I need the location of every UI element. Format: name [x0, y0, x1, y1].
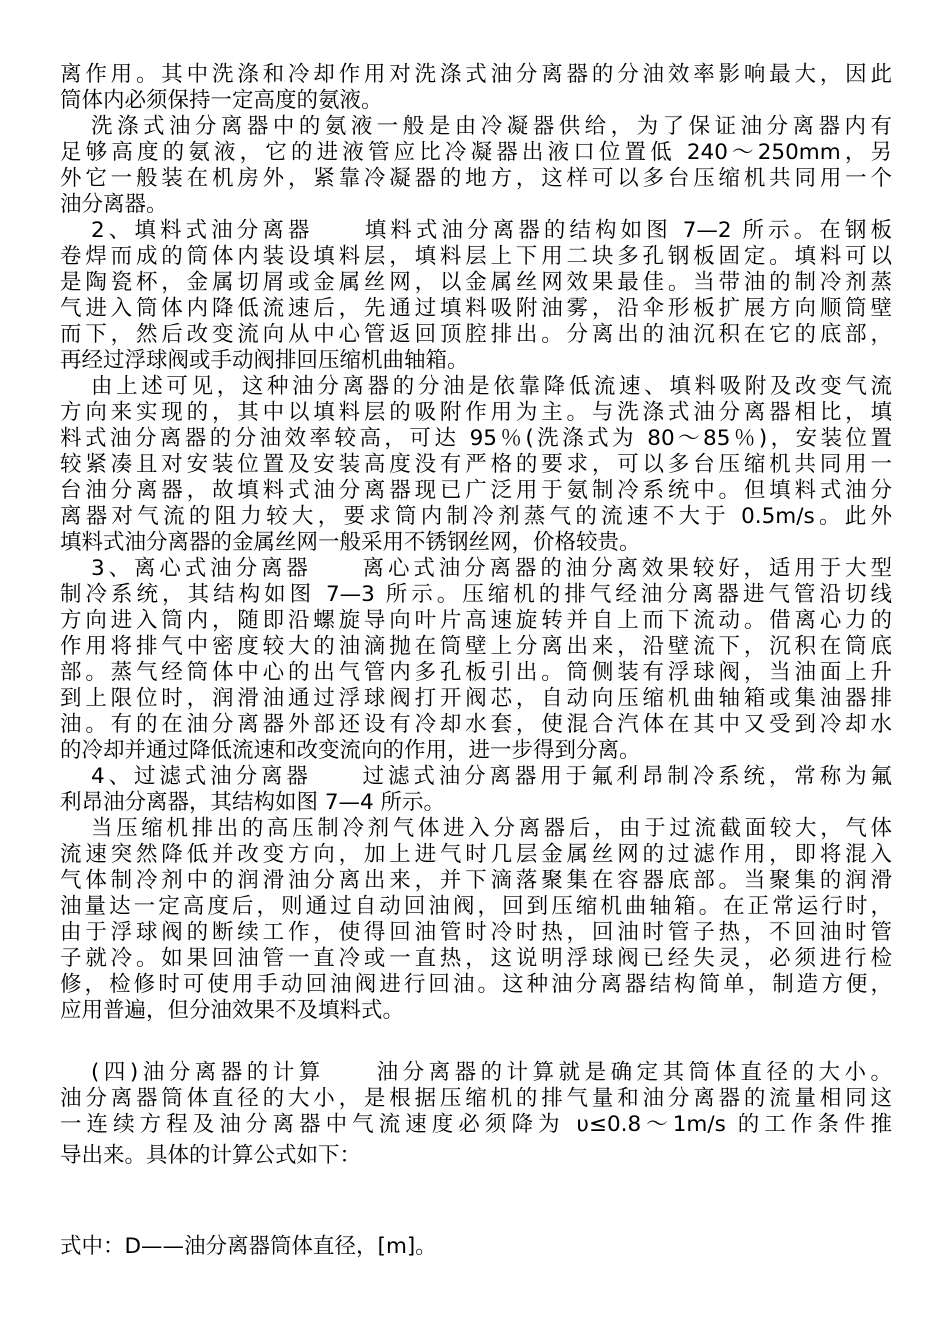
section-heading-line: (四)油分离器的计算 油分离器的计算就是确定其筒体直径的大小。 — [91, 1060, 892, 1085]
section-heading-line: 3、离心式油分离器 离心式油分离器的油分离效果较好，适用于大型 — [91, 556, 892, 581]
text-line: 的冷却并通过降低流速和改变流向的作用，进一步得到分离。 — [60, 738, 641, 763]
text-line: 应用普遍，但分油效果不及填料式。 — [60, 998, 405, 1023]
text-line: 较紧凑且对安装位置及安装高度没有严格的要求，可以多台压缩机共同用一 — [60, 452, 892, 477]
text-line: 台油分离器，故填料式油分离器现已广泛用于氨制冷系统中。但填料式油分 — [60, 478, 892, 503]
text-line: 填料式油分离器的金属丝网一般采用不锈钢丝网，价格较贵。 — [60, 530, 641, 555]
text-line: 料式油分离器的分油效率较高，可达 95％(洗涤式为 80～85％)，安装位置 — [60, 426, 892, 451]
text-line: 作用将排气中密度较大的油滴抛在筒壁上分离出来，沿壁流下，沉积在筒底 — [60, 634, 892, 659]
text-line: 修，检修时可使用手动回油阀进行回油。这种油分离器结构简单，制造方便， — [60, 972, 892, 997]
text-line: 一连续方程及油分离器中气流速度必须降为 υ≤0.8～1m/s 的工作条件推 — [60, 1112, 892, 1137]
text-line: 洗涤式油分离器中的氨液一般是由冷凝器供给，为了保证油分离器内有 — [91, 114, 892, 139]
text-line: 气体制冷剂中的润滑油分离出来，并下滴落聚集在容器底部。当聚集的润滑 — [60, 868, 892, 893]
text-line: 离作用。其中洗涤和冷却作用对洗涤式油分离器的分油效率影响最大，因此 — [60, 62, 892, 87]
text-line: 利昂油分离器，其结构如图 7—4 所示。 — [60, 790, 446, 815]
section-heading-line: 4、过滤式油分离器 过滤式油分离器用于氟利昂制冷系统，常称为氟 — [91, 764, 892, 789]
text-line: 流速突然降低并改变方向，加上进气时几层金属丝网的过滤作用，即将混入 — [60, 842, 892, 867]
formula-placeholder — [60, 1174, 892, 1234]
text-line: 卷焊而成的筒体内装设填料层，填料层上下用二块多孔钢板固定。填料可以 — [60, 244, 892, 269]
text-line: 导出来。具体的计算公式如下： — [60, 1143, 362, 1168]
text-line: 子就冷。如果回油管一直冷或一直热，这说明浮球阀已经失灵，必须进行检 — [60, 946, 892, 971]
text-line: 由上述可见，这种油分离器的分油是依靠降低流速、填料吸附及改变气流 — [91, 374, 892, 399]
text-line: 方向来实现的，其中以填料层的吸附作用为主。与洗涤式油分离器相比，填 — [60, 400, 892, 425]
text-line: 足够高度的氨液，它的进液管应比冷凝器出液口位置低 240～250mm，另 — [60, 140, 892, 165]
text-line: 方向进入筒内，随即沿螺旋导向叶片高速旋转并自上而下流动。借离心力的 — [60, 608, 892, 633]
text-line: 油分离器筒体直径的大小，是根据压缩机的排气量和油分离器的流量相同这 — [60, 1086, 892, 1111]
text-line: 由于浮球阀的断续工作，使得回油管时冷时热，回油时管子热，不回油时管 — [60, 920, 892, 945]
text-line: 离器对气流的阻力较大，要求筒内制冷剂蒸气的流速不大于 0.5m/s。此外 — [60, 504, 892, 529]
text-line: 到上限位时，润滑油通过浮球阀打开阀芯，自动向压缩机曲轴箱或集油器排 — [60, 686, 892, 711]
text-line: 油分离器。 — [60, 192, 168, 217]
text-line: 外它一般装在机房外，紧靠冷凝器的地方，这样可以多台压缩机共同用一个 — [60, 166, 892, 191]
text-line: 气进入筒体内降低流速后，先通过填料吸附油雾，沿伞形板扩展方向顺筒壁 — [60, 296, 892, 321]
text-line: 部。蒸气经筒体中心的出气管内多孔板引出。筒侧装有浮球阀，当油面上升 — [60, 660, 892, 685]
text-line: 油。有的在油分离器外部还设有冷却水套，使混合汽体在其中又受到冷却水 — [60, 712, 892, 737]
spacer — [60, 1024, 892, 1060]
document-page — [60, 62, 892, 1260]
text-line: 再经过浮球阀或手动阀排回压缩机曲轴箱。 — [60, 348, 469, 373]
section-heading-line: 2、填料式油分离器 填料式油分离器的结构如图 7—2 所示。在钢板 — [91, 218, 892, 243]
text-line: 制冷系统，其结构如图 7—3 所示。压缩机的排气经油分离器进气管沿切线 — [60, 582, 892, 607]
text-line: 油量达一定高度后，则通过自动回油阀，回到压缩机曲轴箱。在正常运行时， — [60, 894, 892, 919]
text-line: 当压缩机排出的高压制冷剂气体进入分离器后，由于过流截面较大，气体 — [91, 816, 892, 841]
text-line: 是陶瓷杯，金属切屑或金属丝网，以金属丝网效果最佳。当带油的制冷剂蒸 — [60, 270, 892, 295]
text-line: 筒体内必须保持一定高度的氨液。 — [60, 88, 383, 113]
formula-legend-line: 式中：D——油分离器筒体直径，[m]。 — [60, 1234, 437, 1259]
text-line: 而下，然后改变流向从中心管返回顶腔排出。分离出的油沉积在它的底部， — [60, 322, 892, 347]
